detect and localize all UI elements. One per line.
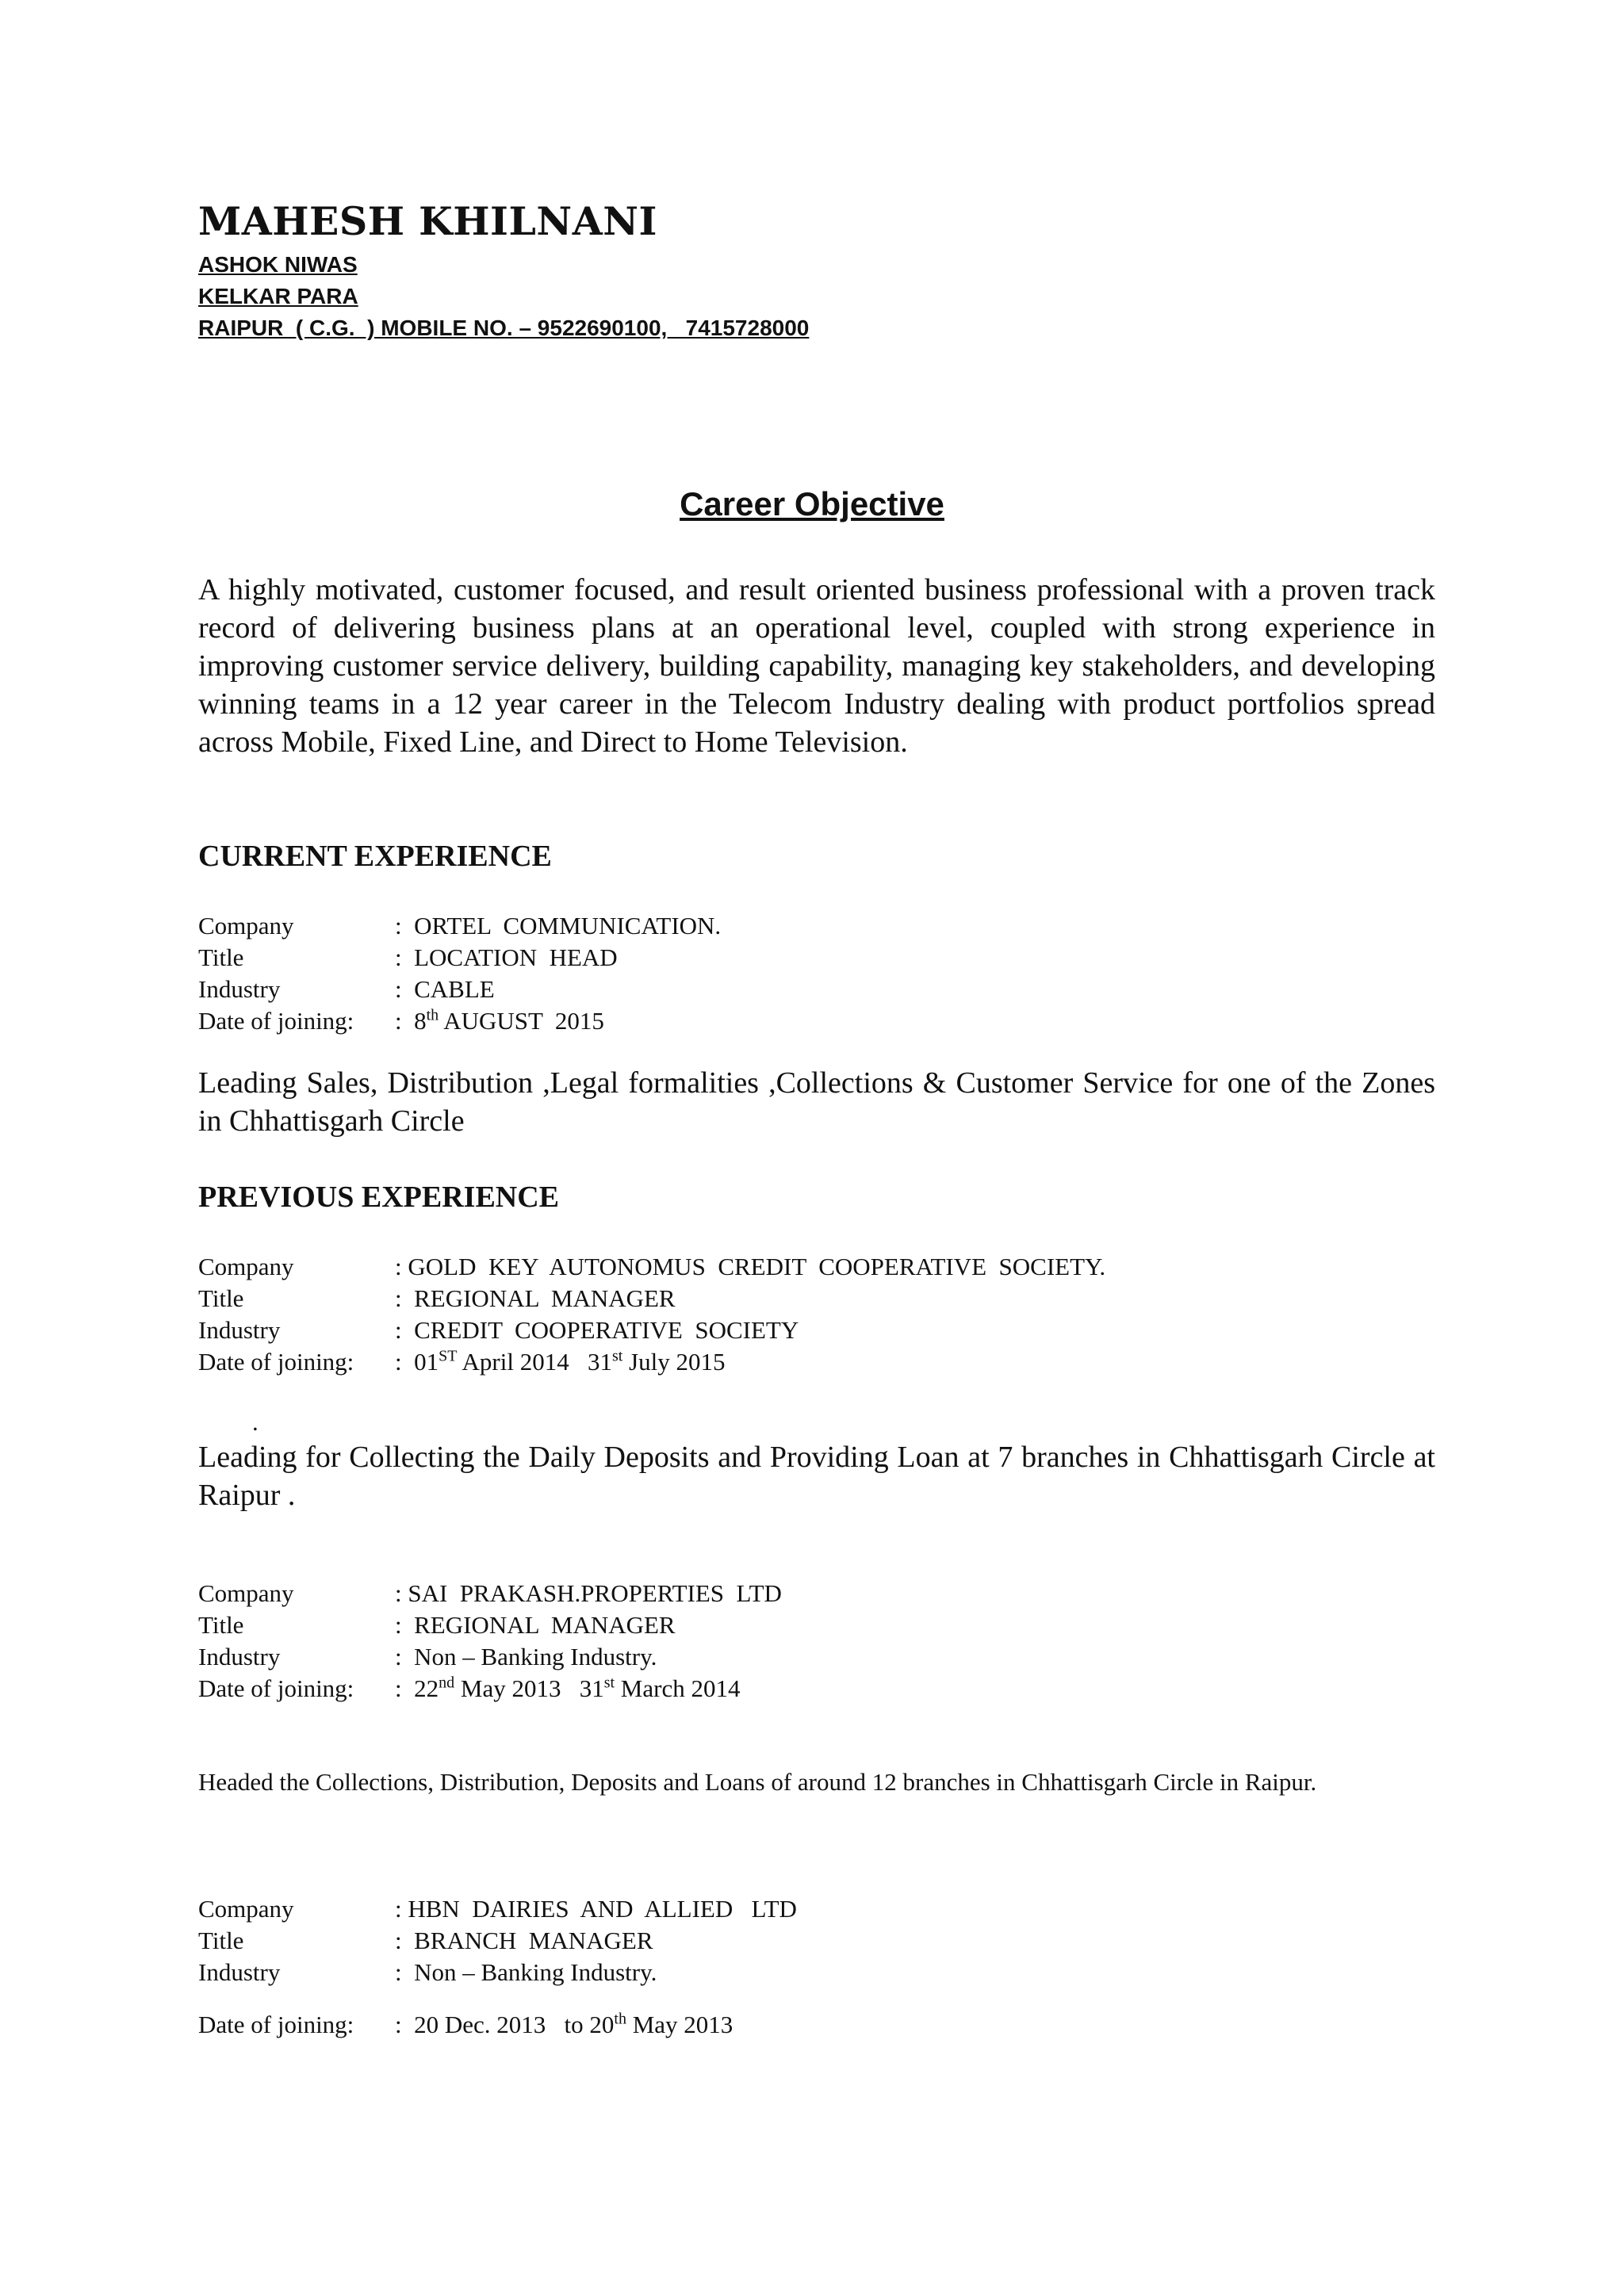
- previous-job-1-details: [198, 1251, 1105, 1378]
- title-value: : LOCATION HEAD: [395, 943, 618, 971]
- doj-label: Date of joining:: [198, 1348, 354, 1376]
- current-title-row: [198, 942, 721, 974]
- title-label: Title: [198, 943, 244, 971]
- doj-label: Date of joining:: [198, 2011, 354, 2038]
- address-line-2: KELKAR PARA: [198, 284, 358, 308]
- job-3-title-row: [198, 1925, 797, 1957]
- job-1-description: Leading for Collecting the Daily Deposits and Providing Loan at 7 branches in Chhattisgarh Circle at Raipur .: [198, 1441, 1435, 1512]
- title-value: : REGIONAL MANAGER: [395, 1611, 676, 1639]
- current-doj-row: [198, 1005, 721, 1037]
- job-1-industry-row: [198, 1314, 1105, 1346]
- job-1-title-row: [198, 1283, 1105, 1314]
- doj-value: : 8th AUGUST 2015: [395, 1006, 604, 1035]
- candidate-name: MAHESH KHILNANI: [198, 198, 657, 244]
- industry-label: Industry: [198, 1643, 281, 1670]
- address-line-1: ASHOK NIWAS: [198, 252, 358, 277]
- current-company-row: [198, 910, 721, 942]
- job-2-description: Headed the Collections, Distribution, Deposits and Loans of around 12 branches in Chhattisgarh Circle in Raipur.: [198, 1768, 1317, 1796]
- company-label: Company: [198, 1253, 294, 1280]
- job-2-industry-row: [198, 1641, 782, 1673]
- industry-value: : CABLE: [395, 975, 495, 1003]
- job-1-doj-row: [198, 1346, 1105, 1378]
- current-job-description: Leading Sales, Distribution ,Legal formalities ,Collections & Customer Service for one of the Zones in Chhattisgarh Circle: [198, 1066, 1435, 1138]
- doj-label: Date of joining:: [198, 1007, 354, 1035]
- job-3-industry-row: [198, 1957, 797, 1988]
- job-2-company-row: [198, 1578, 782, 1609]
- career-objective-text: A highly motivated, customer focused, and result oriented business professional with a proven track record of delivering business plans at an operational level, coupled with strong experience in improving customer service delivery, building capability, managing key stakeholders, and developing winning teams in a 12 year career in the Telecom Industry dealing with product portfolios spread across Mobile, Fixed Line, and Direct to Home Television.: [198, 573, 1435, 759]
- job-3-doj-row: [198, 2009, 797, 2041]
- address-line-3: RAIPUR ( C.G. ) MOBILE NO. – 9522690100, 7415728000: [198, 316, 810, 340]
- title-value: : BRANCH MANAGER: [395, 1927, 653, 1954]
- industry-value: : Non – Banking Industry.: [395, 1958, 657, 1986]
- title-value: : REGIONAL MANAGER: [395, 1284, 676, 1312]
- job-1-company-row: [198, 1251, 1105, 1283]
- industry-label: Industry: [198, 975, 281, 1003]
- current-experience-heading: CURRENT EXPERIENCE: [198, 840, 552, 873]
- company-label: Company: [198, 1579, 294, 1607]
- job-2-doj-row: [198, 1673, 782, 1705]
- previous-job-2-details: [198, 1578, 782, 1705]
- title-label: Title: [198, 1611, 244, 1639]
- current-job-details: [198, 910, 721, 1037]
- company-value: : SAI PRAKASH.PROPERTIES LTD: [395, 1579, 782, 1607]
- current-industry-row: [198, 974, 721, 1005]
- industry-value: : Non – Banking Industry.: [395, 1643, 657, 1670]
- title-label: Title: [198, 1284, 244, 1312]
- company-value: : GOLD KEY AUTONOMUS CREDIT COOPERATIVE SOCIETY.: [395, 1253, 1106, 1280]
- job-3-company-row: [198, 1893, 797, 1925]
- doj-value: : 20 Dec. 2013 to 20th May 2013: [395, 2010, 733, 2038]
- title-label: Title: [198, 1927, 244, 1954]
- career-objective-heading: Career Objective: [680, 485, 944, 522]
- company-label: Company: [198, 912, 294, 939]
- previous-experience-heading: PREVIOUS EXPERIENCE: [198, 1181, 560, 1214]
- industry-label: Industry: [198, 1316, 281, 1344]
- job-2-title-row: [198, 1609, 782, 1641]
- doj-value: : 22nd May 2013 31st March 2014: [395, 1674, 741, 1702]
- doj-value: : 01ST April 2014 31st July 2015: [395, 1347, 726, 1376]
- stray-dot: .: [252, 1408, 259, 1436]
- industry-label: Industry: [198, 1958, 281, 1986]
- company-value: : ORTEL COMMUNICATION.: [395, 912, 722, 939]
- previous-job-3-details: [198, 1893, 797, 2041]
- doj-label: Date of joining:: [198, 1674, 354, 1702]
- company-label: Company: [198, 1895, 294, 1923]
- company-value: : HBN DAIRIES AND ALLIED LTD: [395, 1895, 797, 1923]
- industry-value: : CREDIT COOPERATIVE SOCIETY: [395, 1316, 799, 1344]
